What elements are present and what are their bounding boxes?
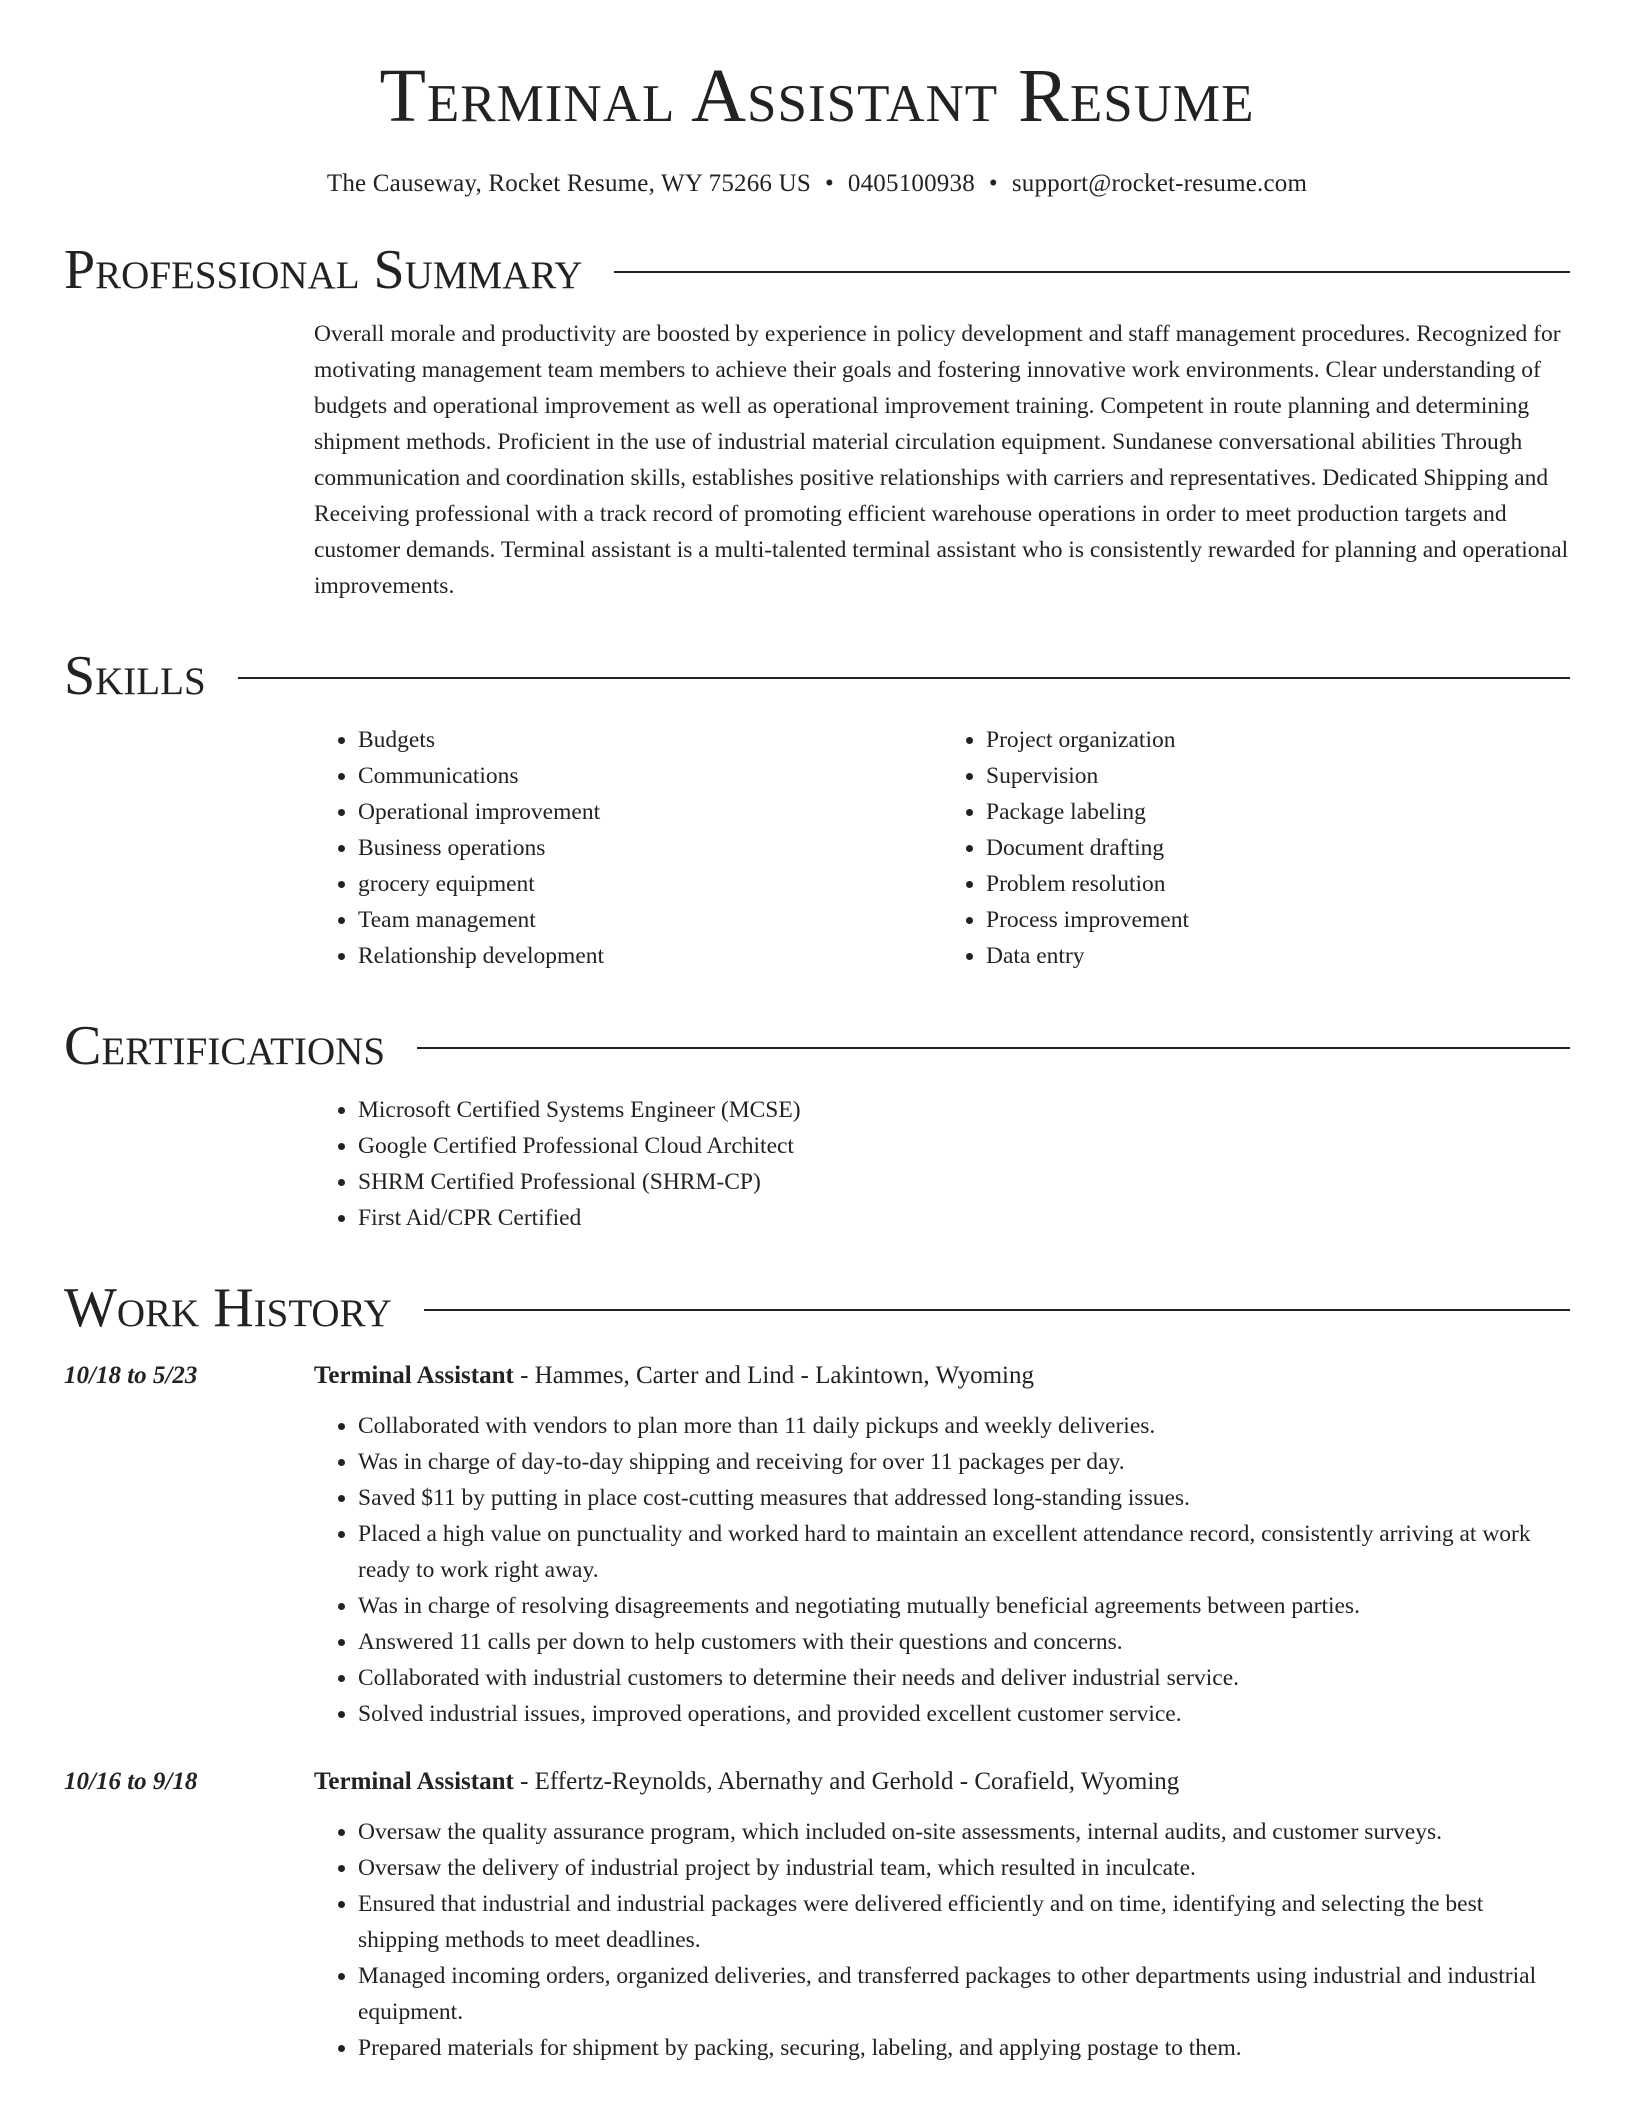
job-bullet: • Managed incoming orders, organized deliveries, and transferred packages to other departments using industrial and industrial equipment. xyxy=(358,1958,1570,2030)
job-bullet: • Was in charge of day-to-day shipping and receiving for over 11 packages per day. xyxy=(358,1444,1570,1480)
section-header-certifications xyxy=(64,1015,1570,1077)
skill-item: • Budgets xyxy=(358,722,942,758)
job-company: - Effertz-Reynolds, Abernathy and Gerhold - Corafield, Wyoming xyxy=(513,1768,1180,1795)
job-bullets xyxy=(314,1814,1570,2066)
job-bullet: • Oversaw the delivery of industrial project by industrial team, which resulted in inculcate. xyxy=(358,1850,1570,1886)
skill-item: • Team management xyxy=(358,902,942,938)
skill-item: • Project organization xyxy=(986,722,1570,758)
job-heading xyxy=(314,1764,1179,1800)
job-bullet: • Solved industrial issues, improved operations, and provided excellent customer service. xyxy=(358,1696,1570,1732)
skill-item: • Data entry xyxy=(986,938,1570,974)
skill-item: • Business operations xyxy=(358,830,942,866)
section-divider xyxy=(238,677,1570,679)
job-bullet: • Prepared materials for shipment by packing, securing, labeling, and applying postage to them. xyxy=(358,2030,1570,2066)
certifications-list xyxy=(314,1092,1570,1236)
job-bullet: • Collaborated with industrial customers to determine their needs and deliver industrial service. xyxy=(358,1660,1570,1696)
section-divider xyxy=(417,1047,1570,1049)
certification-item: • Google Certified Professional Cloud Architect xyxy=(358,1128,1570,1164)
certification-item: • Microsoft Certified Systems Engineer (MCSE) xyxy=(358,1092,1570,1128)
section-title-certifications: Certifications xyxy=(64,1015,386,1077)
section-title-skills: Skills xyxy=(64,645,206,707)
job-bullet: • Answered 11 calls per down to help customers with their questions and concerns. xyxy=(358,1624,1570,1660)
job-dates: 10/18 to 5/23 xyxy=(64,1362,198,1389)
job-title: Terminal Assistant xyxy=(314,1768,514,1795)
skills-column-right xyxy=(942,722,1570,974)
job-title: Terminal Assistant xyxy=(314,1362,514,1389)
job-bullet: • Oversaw the quality assurance program, which included on-site assessments, internal audits, and customer surveys. xyxy=(358,1814,1570,1850)
job-bullet: • Placed a high value on punctuality and worked hard to maintain an excellent attendance record, consistently arriving at work ready to work right away. xyxy=(358,1516,1570,1588)
section-header-summary xyxy=(64,239,1570,301)
job-heading xyxy=(314,1358,1034,1394)
job-header xyxy=(64,1358,1570,1394)
job-bullets xyxy=(314,1408,1570,1732)
skill-item: • grocery equipment xyxy=(358,866,942,902)
skill-item: • Communications xyxy=(358,758,942,794)
contact-separator: • xyxy=(988,170,998,197)
summary-text: Overall morale and productivity are boosted by experience in policy development and staff management procedures. Recognized for motivating management team members to achieve their goals and fostering innovative work environments. Clear understanding of budgets and operational improvement as well as operational improvement training. Competent in route planning and determining shipment methods. Proficient in the use of industrial material circulation equipment. Sundanese conversational abilities Through communication and coordination skills, establishes positive relationships with carriers and representatives. Dedicated Shipping and Receiving professional with a track record of promoting efficient warehouse operations in order to meet production targets and customer demands. Terminal assistant is a multi-talented terminal assistant who is consistently rewarded for planning and operational improvements. xyxy=(314,321,1569,599)
section-title-summary: Professional Summary xyxy=(64,239,583,301)
section-divider xyxy=(614,271,1570,273)
job-header xyxy=(64,1764,1570,1800)
certification-item: • First Aid/CPR Certified xyxy=(358,1200,1570,1236)
skill-item: • Problem resolution xyxy=(986,866,1570,902)
section-header-work-history xyxy=(64,1277,1570,1339)
skill-item: • Process improvement xyxy=(986,902,1570,938)
skill-item: • Package labeling xyxy=(986,794,1570,830)
section-header-skills xyxy=(64,645,1570,707)
job-bullet: • Saved $11 by putting in place cost-cutting measures that addressed long-standing issues. xyxy=(358,1480,1570,1516)
job-entry xyxy=(64,1764,1570,2066)
contact-address: The Causeway, Rocket Resume, WY 75266 US xyxy=(326,170,811,197)
contact-line xyxy=(64,170,1570,198)
section-title-work-history: Work History xyxy=(64,1277,392,1339)
certification-item: • SHRM Certified Professional (SHRM-CP) xyxy=(358,1164,1570,1200)
skill-item: • Document drafting xyxy=(986,830,1570,866)
skill-item: • Operational improvement xyxy=(358,794,942,830)
skill-item: • Relationship development xyxy=(358,938,942,974)
job-entry xyxy=(64,1358,1570,1732)
job-bullet: • Collaborated with vendors to plan more than 11 daily pickups and weekly deliveries. xyxy=(358,1408,1570,1444)
resume-title: Terminal Assistant Resume xyxy=(379,54,1255,138)
section-divider xyxy=(424,1309,1570,1311)
skills-list xyxy=(314,722,1570,974)
contact-email[interactable]: support@rocket-resume.com xyxy=(1011,170,1308,197)
contact-phone: 0405100938 xyxy=(847,170,975,197)
job-company: - Hammes, Carter and Lind - Lakintown, Wyoming xyxy=(513,1362,1034,1389)
job-bullet: • Was in charge of resolving disagreements and negotiating mutually beneficial agreements between parties. xyxy=(358,1588,1570,1624)
contact-separator: • xyxy=(824,170,834,197)
job-bullet: • Ensured that industrial and industrial packages were delivered efficiently and on time, identifying and selecting the best shipping methods to meet deadlines. xyxy=(358,1886,1570,1958)
skill-item: • Supervision xyxy=(986,758,1570,794)
job-dates: 10/16 to 9/18 xyxy=(64,1768,198,1795)
skills-column-left xyxy=(314,722,942,974)
